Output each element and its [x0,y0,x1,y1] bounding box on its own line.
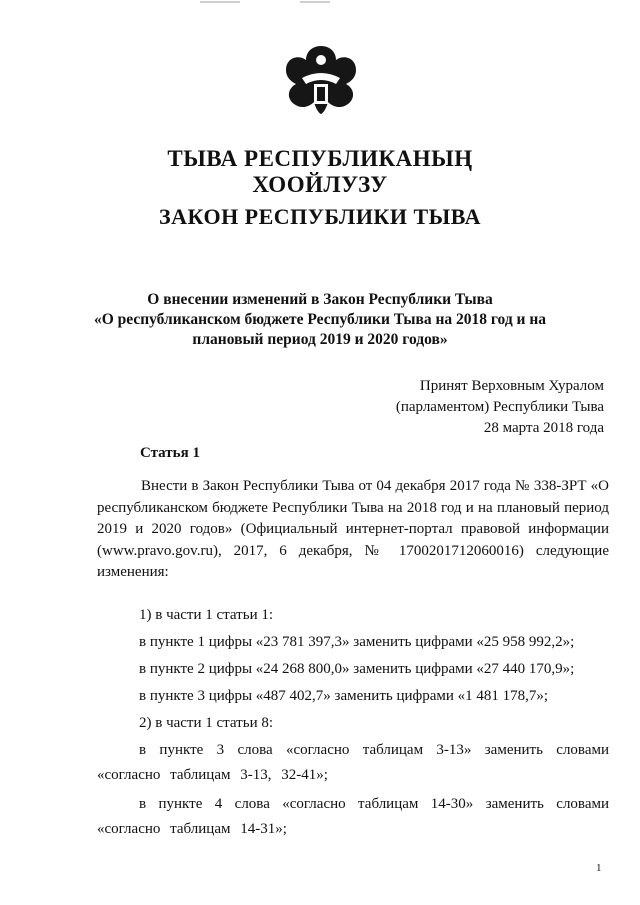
article-heading: Статья 1 [140,445,200,461]
page-number: 1 [596,862,602,874]
adoption-note [304,376,604,439]
law-subject [0,290,640,350]
adoption-line2: (парламентом) Республики Тыва [395,399,604,415]
title-tuvan [0,146,640,198]
law-subject-line3: плановый период 2019 и 2020 годов» [192,331,448,348]
scan-artifact [200,1,240,3]
article-intro: Внести в Закон Республики Тыва от 04 декабря 2017 года № 338-ЗРТ «О республиканском бюджете Республики Тыва на 2018 год и на плановый период 2019 и 2020 годов» (Официальный интернет-портал правовой информации (www.pravo.gov.ru), 2017, 6 декабря, № 1700201712060016) следующие изменения: [97,478,609,580]
law-subject-line1: О внесении изменений в Закон Республики Тыва [147,291,493,308]
paragraph-point-4: в пункте 4 слова «согласно таблицам 14-30» заменить словами «согласно таблицам 14-31»; [97,796,609,837]
paragraph-point-3: в пункте 3 слова «согласно таблицам 3-13» заменить словами «согласно таблицам 3-13, 32-41»; [97,742,609,783]
emblem-icon [276,40,366,120]
list-item: 2) в части 1 статьи 8: [139,715,274,731]
list-item: 1) в части 1 статьи 1: [139,607,274,623]
list-item: в пункте 2 цифры «24 268 800,0» заменить цифрами «27 440 170,9»; [139,661,575,677]
title-tuvan-line1: ТЫВА РЕСПУБЛИКАНЫҢ [167,146,473,171]
list-item: в пункте 1 цифры «23 781 397,3» заменить цифрами «25 958 992,2»; [139,634,575,650]
title-russian: ЗАКОН РЕСПУБЛИКИ ТЫВА [159,204,481,229]
scan-artifact [300,1,330,3]
list-item: в пункте 3 цифры «487 402,7» заменить цифрами «1 481 178,7»; [139,688,549,704]
law-subject-line2: «О республиканском бюджете Республики Тыва на 2018 год и на [93,311,547,328]
title-tuvan-line2: ХООЙЛУЗУ [252,172,388,197]
adoption-line1: Принят Верховным Хуралом [419,378,604,394]
adoption-date: 28 марта 2018 года [483,420,604,436]
